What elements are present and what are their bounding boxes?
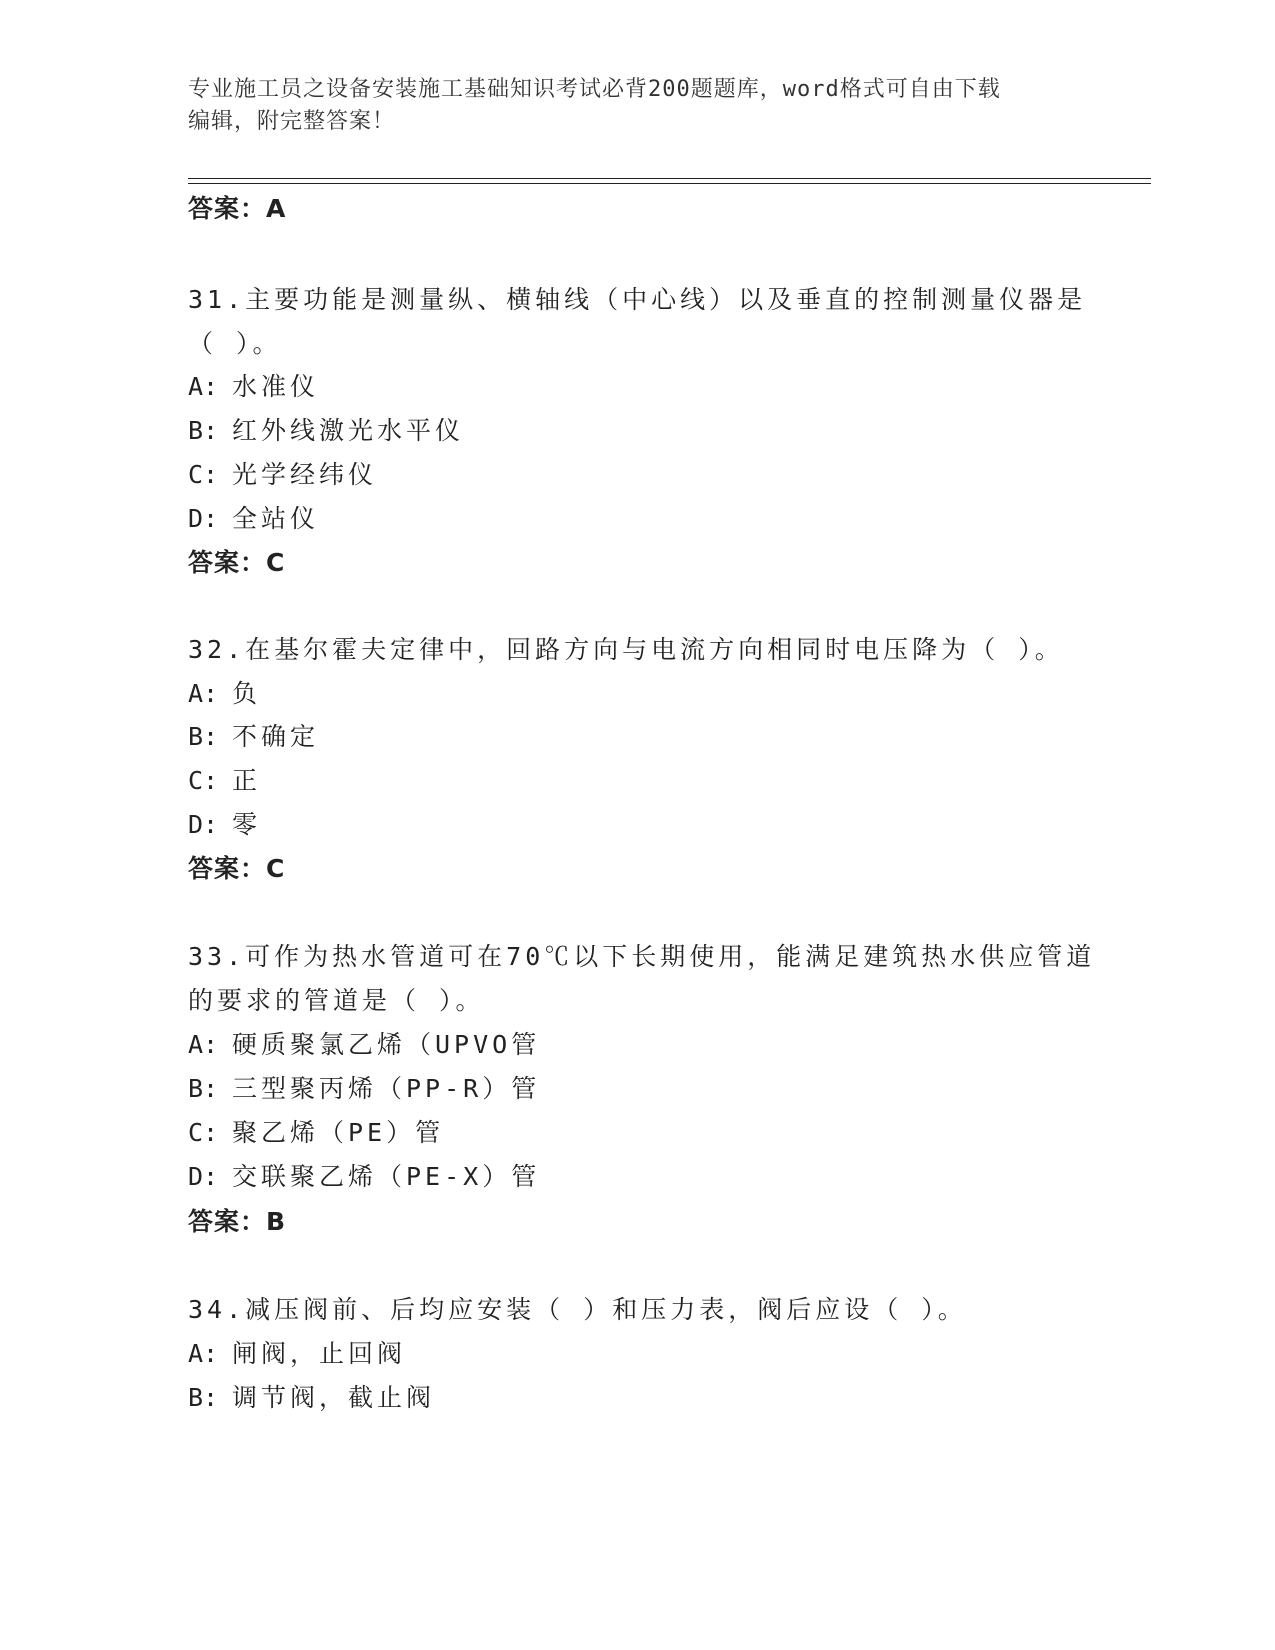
question-34-option-b: [188, 1381, 435, 1415]
header-divider-bottom: [188, 183, 1151, 184]
question-32-stem-line-1: 32.在基尔霍夫定律中，回路方向与电流方向相同时电压降为（ ）。: [188, 635, 1064, 664]
option-key: C:: [188, 1118, 219, 1147]
document-header: [188, 74, 1088, 138]
question-31-answer: 答案：C: [188, 548, 286, 577]
header-line-2: 编辑，附完整答案！: [188, 109, 396, 134]
header-line-1: 专业施工员之设备安装施工基础知识考试必背200题题库，word格式可自由下载: [188, 77, 1001, 102]
question-32-answer: 答案：C: [188, 854, 286, 883]
question-33-option-b: [188, 1072, 540, 1106]
option-text: 全站仪: [232, 504, 320, 533]
question-32-option-b: [188, 720, 319, 754]
option-key: A:: [188, 1339, 219, 1368]
question-31-option-d: [188, 502, 319, 536]
question-34-stem-line-1: 34.减压阀前、后均应安装（ ）和压力表，阀后应设（ ）。: [188, 1295, 967, 1324]
option-key: B:: [188, 416, 219, 445]
question-33-option-d: [188, 1160, 540, 1194]
question-33-option-c: [188, 1116, 444, 1150]
option-key: A:: [188, 679, 219, 708]
option-key: D:: [188, 1162, 219, 1191]
option-text: 零: [232, 810, 262, 839]
option-text: 交联聚乙烯（PE-X）管: [232, 1162, 541, 1191]
option-text: 调节阀，截止阀: [232, 1383, 436, 1412]
option-key: B:: [188, 1074, 219, 1103]
option-key: D:: [188, 810, 219, 839]
option-key: A:: [188, 1030, 219, 1059]
question-34-option-a: [188, 1337, 406, 1371]
question-33-stem-line-1: 33.可作为热水管道可在70℃以下长期使用，能满足建筑热水供应管道: [188, 942, 1096, 971]
option-text: 水准仪: [232, 372, 320, 401]
option-text: 红外线激光水平仪: [232, 416, 465, 445]
question-32-option-d: [188, 808, 261, 842]
option-text: 不确定: [232, 722, 320, 751]
question-32-option-a: [188, 677, 261, 711]
header-divider-top: [188, 178, 1151, 179]
option-key: A:: [188, 372, 219, 401]
option-key: B:: [188, 722, 219, 751]
question-33-answer: 答案：B: [188, 1207, 287, 1236]
question-31-option-a: [188, 370, 319, 404]
option-text: 三型聚丙烯（PP-R）管: [232, 1074, 541, 1103]
question-33-option-a: [188, 1028, 540, 1062]
question-31-stem-line-2: （ ）。: [188, 329, 282, 358]
option-key: C:: [188, 460, 219, 489]
question-31-stem-line-1: 31.主要功能是测量纵、横轴线（中心线）以及垂直的控制测量仪器是: [188, 285, 1087, 314]
previous-answer: 答案：A: [188, 194, 287, 223]
option-text: 闸阀，止回阀: [232, 1339, 407, 1368]
option-text: 正: [232, 766, 262, 795]
option-text: 硬质聚氯乙烯（UPVO管: [232, 1030, 541, 1059]
option-text: 光学经纬仪: [232, 460, 378, 489]
option-text: 聚乙烯（PE）管: [232, 1118, 445, 1147]
option-key: D:: [188, 504, 219, 533]
option-key: B:: [188, 1383, 219, 1412]
question-31-option-c: [188, 458, 377, 492]
question-32-option-c: [188, 764, 261, 798]
option-text: 负: [232, 679, 262, 708]
question-31-option-b: [188, 414, 464, 448]
option-key: C:: [188, 766, 219, 795]
question-33-stem-line-2: 的要求的管道是（ ）。: [188, 986, 485, 1015]
